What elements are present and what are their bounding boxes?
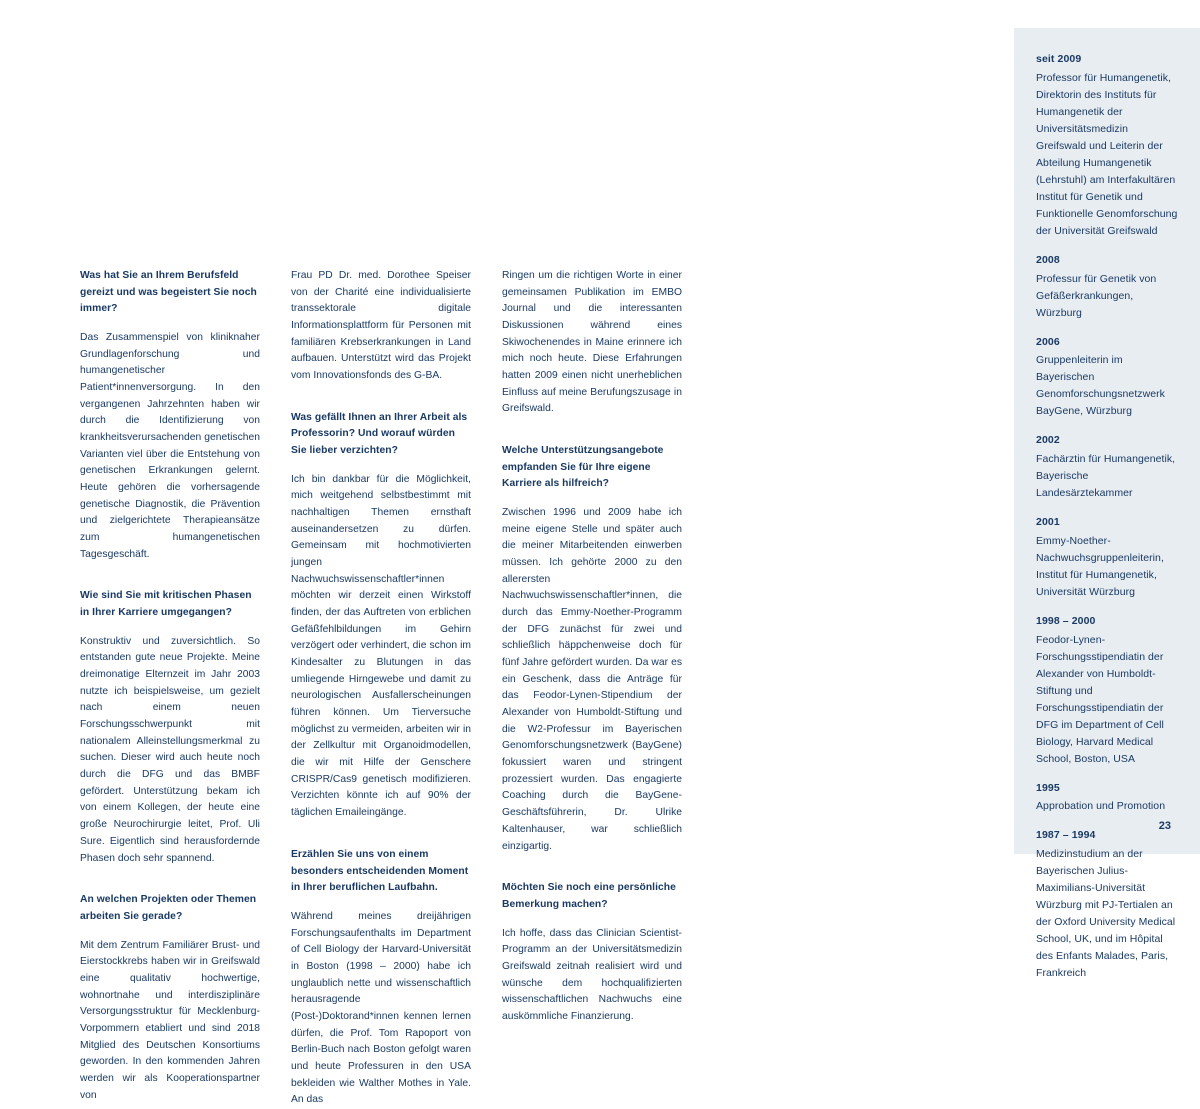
question-heading: Was gefällt Ihnen an Ihrer Arbeit als Professorin? Und worauf würden Sie lieber verzichten? (291, 411, 468, 457)
cv-entry-year: 2008 (1036, 253, 1060, 266)
cv-entry-text: Approbation und Promotion (1036, 800, 1166, 813)
cv-entry-year: 2002 (1036, 434, 1060, 447)
answer-paragraph: Mit dem Zentrum Familiärer Brust- und Eierstockkrebs haben wir in Greifswald eine qualitativ hochwertige, wohnortnahe und interdisziplinäre Versorgungsstruktur für Mecklenburg-Vorpommern etabliert und sind 2018 Mitglied des Deutschen Konsortiums geworden. In den kommenden Jahren werden wir als Kooperationspartner von (80, 939, 260, 1101)
cv-entry-text: Professor für Humangenetik, Direktorin des Instituts für Humangenetik der Universitätsmedizin Greifswald und Leiterin der Abteilung Humangenetik (Lehrstuhl) am Interfakultären Institut für Genetik und Funktionelle Genomforschung der Universität Greifswald (1036, 71, 1178, 237)
answer-paragraph: Das Zusammenspiel von kliniknaher Grundlagenforschung und humangenetischer Patient*innenversorgung. In den vergangenen Jahrzehnten haben wir durch die Identifizierung von krankheitsverursachenden genetischen Varianten viel über die Entstehung von genetischen Erkrankungen gelernt. Heute gehören die vorhersagende genetische Diagnostik, die Prävention und zielgerichtete Therapieansätze zum humangenetischen Tagesgeschäft. (80, 332, 260, 560)
column-middle (291, 268, 471, 1109)
cv-entry (1036, 253, 1178, 322)
cv-entry (1036, 515, 1178, 601)
article-columns (80, 268, 682, 1109)
page-number: 23 (1158, 820, 1171, 832)
column-left (80, 268, 260, 1109)
cv-entry-text: Fachärztin für Humangenetik, Bayerische Landesärztekammer (1036, 453, 1176, 499)
cv-entry-text: Professur für Genetik von Gefäßerkrankungen, Würzburg (1036, 272, 1157, 319)
cv-entry-year: seit 2009 (1036, 53, 1082, 65)
cv-entry (1036, 781, 1178, 816)
cv-entry-text: Feodor-Lynen-Forschungsstipendiatin der Alexander von Humboldt-Stiftung und Forschungsstipendiatin der DFG im Department of Cell Biology, Harvard Medical School, Boston, USA (1036, 633, 1164, 765)
answer-paragraph: Konstruktiv und zuversichtlich. So entstanden gute neue Projekte. Meine dreimonatige Elternzeit im Jahr 2003 nutzte ich beispielsweise, um gezielt nach einem neuen Forschungsschwerpunkt mit nationalem Alleinstellungsmerkmal zu suchen. Dieser wird auch heute noch durch die DFG und das BMBF gefördert. Unterstützung bekam ich von einem Kollegen, der heute eine große Neurochirurgie leitet, Prof. Uli Sure. Eigentlich sind herausfordernde Phasen doch sehr spannend. (80, 635, 260, 864)
question-heading: An welchen Projekten oder Themen arbeiten Sie gerade? (80, 894, 257, 922)
column-right (502, 268, 682, 1109)
answer-paragraph: Zwischen 1996 und 2009 habe ich meine eigene Stelle und später auch die meiner Mitarbeitenden einwerben müssen. Ich gehörte 2000 zu den allerersten Nachwuchswissenschaftler*innen, die durch das Emmy-Noether-Programm der DFG zunächst für zwei und schließlich häppchenweise doch für fünf Jahre gefördert wurden. Da war es ein Geschenk, dass die Anträge für das Feodor-Lynen-Stipendium der Alexander von Humboldt-Stiftung und die W2-Professur im Bayerischen Genomforschungsnetzwerk (BayGene) fokussiert waren und stringent prozessiert wurden. Das engagierte Coaching durch die BayGene-Geschäftsführerin, Dr. Ulrike Kaltenhauser, war schließlich einzigartig. (502, 507, 682, 852)
cv-entry-year: 1995 (1036, 781, 1060, 794)
answer-paragraph: Ringen um die richtigen Worte in einer gemeinsamen Publikation im EMBO Journal und die interessanten Diskussionen während eines Skiwochenendes in Maine erinnere ich mich noch heute. Diese Erfahrungen hatten 2009 einen nicht unerheblichen Einfluss auf meine Berufungszusage in Greifswald. (502, 270, 682, 415)
answer-paragraph: Ich bin dankbar für die Möglichkeit, mich weitgehend selbstbestimmt mit nachhaltigen Themen ernsthaft auseinandersetzen zu dürfen. Gemeinsam mit hochmotivierten jungen Nachwuchswissenschaftler*innen möchten wir derzeit einen Wirkstoff finden, der das Auftreten von erblichen Gefäßfehlbildungen im Gehirn verzögert oder verhindert, die schon im Kindesalter zu Blutungen in das umliegende Hirngewebe und damit zu neurologischen Ausfallerscheinungen führen können. Um Tierversuche möglichst zu vermeiden, arbeiten wir in der Zellkultur mit Organoidmodellen, die wir mit Hilfe der Genschere CRISPR/Cas9 genetisch modifizieren. Verzichten könnte ich auf 90% der täglichen Emaileingänge. (291, 473, 471, 819)
question-heading: Welche Unterstützungsangebote empfanden Sie für Ihre eigene Karriere als hilfreich? (502, 445, 664, 490)
question-heading: Erzählen Sie uns von einem besonders entscheidenden Moment in Ihrer beruflichen Laufbahn. (291, 848, 469, 894)
cv-entry (1036, 614, 1178, 768)
cv-entry-year: 1987 – 1994 (1036, 829, 1096, 842)
cv-entry-year: 1998 – 2000 (1036, 614, 1096, 627)
cv-entry (1036, 335, 1178, 421)
answer-paragraph: Frau PD Dr. med. Dorothee Speiser von der Charité eine individualisierte transsektorale digitale Informationsplattform für Personen mit familiären Krebserkrankungen in Land aufbauen. Unterstützt wird das Projekt vom Innovationsfonds des G-BA. (291, 270, 471, 382)
answer-paragraph: Ich hoffe, dass das Clinician Scientist-Programm an der Universitätsmedizin Greifswald zeitnah realisiert wird und wünsche dem hochqualifizierten wissenschaftlichen Nachwuchs eine auskömmliche Finanzierung. (502, 927, 682, 1022)
answer-paragraph: Während meines dreijährigen Forschungsaufenthalts im Department of Cell Biology der Harvard-Universität in Boston (1998 – 2000) habe ich unglaublich nette und wissenschaftlich herausragende (Post-)Doktorand*innen kennen lernen dürfen, die Prof. Tom Rapoport von Berlin-Buch nach Boston gefolgt waren und heute Professuren in den USA bekleiden wie Walther Mothes in Yale. An das (291, 910, 471, 1106)
cv-entry-text: Gruppenleiterin im Bayerischen Genomforschungsnetzwerk BayGene, Würzburg (1036, 354, 1165, 418)
cv-entry (1036, 52, 1178, 240)
question-heading: Was hat Sie an Ihrem Berufsfeld gereizt und was begeistert Sie noch immer? (80, 270, 257, 315)
cv-entry (1036, 828, 1178, 982)
question-heading: Wie sind Sie mit kritischen Phasen in Ihrer Karriere umgegangen? (80, 590, 252, 619)
cv-entry-year: 2006 (1036, 335, 1060, 348)
question-heading: Möchten Sie noch eine persönliche Bemerkung machen? (502, 882, 676, 910)
cv-entry-year: 2001 (1036, 516, 1060, 528)
cv-entry-text: Emmy-Noether-Nachwuchsgruppenleiterin, Institut für Humangenetik, Universität Würzburg (1036, 534, 1164, 598)
cv-list (1014, 28, 1200, 1005)
cv-sidebar (1014, 28, 1200, 979)
cv-entry-text: Medizinstudium an der Bayerischen Julius-Maximilians-Universität Würzburg mit PJ-Tertialen an der Oxford University Medical School, UK, und im Hôpital des Enfants Malades, Paris, Frankreich (1036, 848, 1176, 979)
cv-entry (1036, 433, 1178, 502)
